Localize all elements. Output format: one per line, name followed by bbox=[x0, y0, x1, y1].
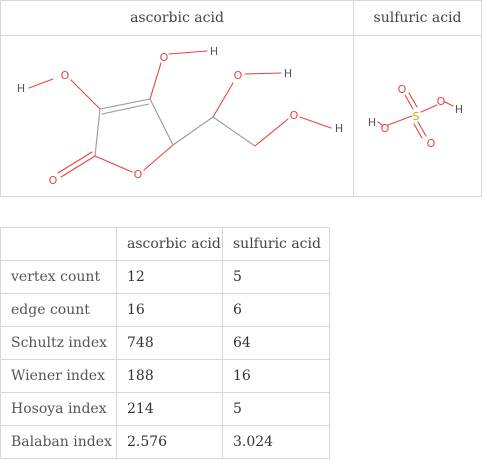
sulfuric-acid-header: sulfuric acid bbox=[354, 1, 482, 36]
row-label: edge count bbox=[1, 294, 117, 327]
ascorbic-acid-value: 188 bbox=[117, 360, 223, 393]
atom-o: O bbox=[233, 69, 243, 82]
bond-c-o bbox=[150, 63, 161, 99]
atom-s: S bbox=[412, 110, 420, 123]
graph-properties-table bbox=[0, 227, 330, 459]
atom-o: O bbox=[289, 109, 299, 122]
ascorbic-acid-value: 214 bbox=[117, 393, 223, 426]
sulfuric-acid-structure bbox=[354, 36, 482, 196]
table-row bbox=[1, 360, 330, 393]
row-label: Schultz index bbox=[1, 327, 117, 360]
side-chain-bond bbox=[213, 117, 255, 146]
ring-double-bond-inner bbox=[102, 104, 149, 114]
carbonyl-bond bbox=[61, 156, 95, 177]
atom-o: O bbox=[60, 69, 70, 82]
ascorbic-acid-structure bbox=[1, 36, 354, 196]
atom-o: O bbox=[426, 137, 436, 150]
table-row bbox=[1, 261, 330, 294]
atom-h: H bbox=[209, 45, 219, 58]
atom-o: O bbox=[48, 174, 58, 187]
ascorbic-acid-value: 2.576 bbox=[117, 426, 223, 459]
ascorbic-acid-structure-cell bbox=[1, 36, 354, 197]
ascorbic-acid-header: ascorbic acid bbox=[1, 1, 354, 36]
atom-o: O bbox=[380, 122, 390, 135]
bond-o-c bbox=[71, 80, 100, 109]
bond-c-o bbox=[255, 119, 288, 146]
table-row bbox=[1, 426, 330, 459]
atom-h: H bbox=[454, 103, 464, 116]
ascorbic-acid-column-header: ascorbic acid bbox=[117, 228, 223, 261]
bond-o-s bbox=[388, 116, 412, 125]
table-row bbox=[1, 393, 330, 426]
bond-h-o bbox=[29, 79, 53, 88]
ring-bond bbox=[95, 109, 100, 156]
atom-o: O bbox=[159, 51, 169, 64]
atom-o: O bbox=[133, 168, 143, 181]
empty-header-cell bbox=[1, 228, 117, 261]
bond-o-h bbox=[300, 117, 331, 128]
ascorbic-acid-value: 748 bbox=[117, 327, 223, 360]
ascorbic-acid-value: 16 bbox=[117, 294, 223, 327]
sulfuric-acid-value: 5 bbox=[223, 261, 330, 294]
carbonyl-bond-double bbox=[58, 152, 92, 173]
table-header-row bbox=[1, 228, 330, 261]
row-label: Hosoya index bbox=[1, 393, 117, 426]
sulfuric-acid-value: 5 bbox=[223, 393, 330, 426]
sulfuric-acid-value: 16 bbox=[223, 360, 330, 393]
ascorbic-acid-value: 12 bbox=[117, 261, 223, 294]
row-label: vertex count bbox=[1, 261, 117, 294]
sulfuric-acid-column-header: sulfuric acid bbox=[223, 228, 330, 261]
sulfuric-acid-value: 6 bbox=[223, 294, 330, 327]
sulfuric-acid-structure-cell bbox=[354, 36, 482, 197]
atom-h: H bbox=[16, 82, 26, 95]
atom-o: O bbox=[397, 83, 407, 96]
ring-bond bbox=[150, 99, 173, 145]
bond-s-o-right bbox=[421, 105, 437, 112]
row-label: Balaban index bbox=[1, 426, 117, 459]
atom-h: H bbox=[334, 122, 344, 135]
bond-o-h bbox=[169, 51, 207, 54]
bond-o-h bbox=[245, 73, 281, 74]
bond-c-o bbox=[213, 83, 233, 117]
bond-o-h bbox=[445, 102, 453, 106]
atom-o: O bbox=[436, 95, 446, 108]
sulfuric-acid-value: 3.024 bbox=[223, 426, 330, 459]
row-label: Wiener index bbox=[1, 360, 117, 393]
atom-h: H bbox=[283, 67, 293, 80]
sulfuric-acid-value: 64 bbox=[223, 327, 330, 360]
side-chain-bond bbox=[173, 117, 213, 145]
ring-bond bbox=[144, 145, 173, 170]
ring-double-bond bbox=[100, 99, 150, 109]
table-row bbox=[1, 294, 330, 327]
atom-h: H bbox=[367, 116, 377, 129]
ring-bond bbox=[95, 156, 132, 172]
table-row bbox=[1, 327, 330, 360]
structure-table bbox=[0, 0, 482, 197]
